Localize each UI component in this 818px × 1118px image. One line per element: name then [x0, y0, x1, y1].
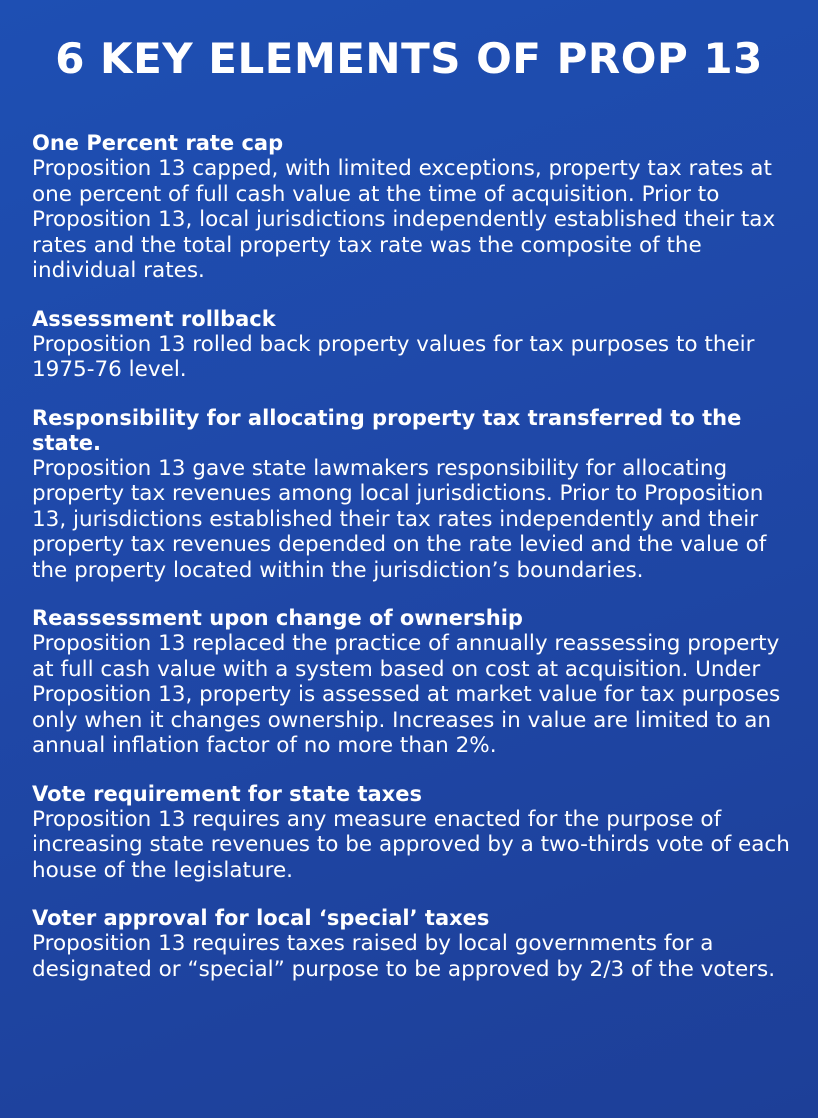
- section-body: Proposition 13 gave state lawmakers responsibility for allocating property tax revenues among local jurisdictions. Prior to Proposition 13, jurisdictions established their tax rates independently and their property tax revenues depended on the rate levied and the value of the property located within the jurisdiction’s boundaries.: [32, 455, 767, 583]
- section-one-percent-rate-cap: [32, 131, 794, 284]
- section-allocation-responsibility: [32, 406, 794, 584]
- section-body: Proposition 13 replaced the practice of annually reassessing property at full cash value with a system based on cost at acquisition. Under Proposition 13, property is assessed at market value for tax purposes only when it changes ownership. Increases in value are limited to an annual inflation factor of no more than 2%.: [32, 631, 781, 758]
- section-heading: Reassessment upon change of ownership: [32, 606, 523, 630]
- section-state-tax-vote: [32, 782, 794, 884]
- sections-list: [32, 131, 794, 1005]
- section-heading: Responsibility for allocating property tax transferred to the state.: [32, 405, 742, 455]
- section-heading: Voter approval for local ‘special’ taxes: [32, 906, 490, 930]
- section-local-special-taxes: [32, 906, 794, 982]
- section-assessment-rollback: [32, 307, 794, 383]
- section-reassessment: [32, 606, 794, 759]
- section-heading: Assessment rollback: [32, 306, 276, 331]
- section-body: Proposition 13 rolled back property values for tax purposes to their 1975-76 level.: [32, 331, 755, 382]
- section-body: Proposition 13 requires any measure enacted for the purpose of increasing state revenues to be approved by a two-thirds vote of each house of the legislature.: [32, 806, 790, 883]
- section-heading: Vote requirement for state taxes: [32, 781, 422, 806]
- section-body: Proposition 13 requires taxes raised by local governments for a designated or “special” purpose to be approved by 2/3 of the voters.: [32, 931, 776, 982]
- page-title: 6 KEY ELEMENTS OF PROP 13: [55, 34, 763, 83]
- section-heading: One Percent rate cap: [32, 131, 284, 155]
- section-body: Proposition 13 capped, with limited exceptions, property tax rates at one percent of full cash value at the time of acquisition. Prior to Proposition 13, local jurisdictions independently established their tax rates and the total property tax rate was the composite of the individual rates.: [32, 156, 776, 283]
